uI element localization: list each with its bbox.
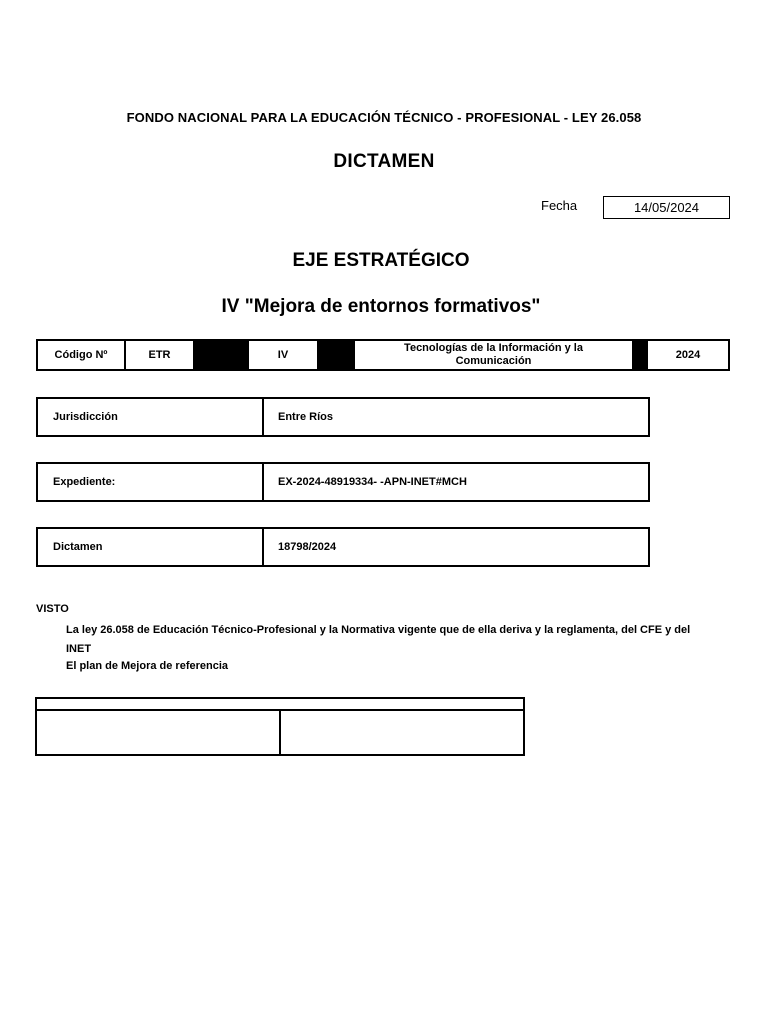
codigo-row	[36, 339, 730, 371]
visto-paragraph: La ley 26.058 de Educación Técnico-Profesional y la Normativa vigente que de ella deriva y la reglamenta, del CFE y del INET	[66, 624, 691, 655]
visto-label: VISTO	[36, 603, 69, 615]
jurisdiccion-box	[36, 397, 650, 437]
fecha-value: 14/05/2024	[603, 196, 730, 219]
expediente-label: Expediente:	[38, 464, 264, 500]
blank-table	[35, 697, 525, 756]
blank-table-cell-left	[37, 711, 281, 756]
eje-subtitle: IV "Mejora de entornos formativos"	[221, 296, 541, 317]
institution-header: FONDO NACIONAL PARA LA EDUCACIÓN TÉCNICO - PROFESIONAL - LEY 26.058	[126, 110, 642, 125]
codigo-eje: IV	[249, 341, 319, 369]
codigo-label: Código Nº	[38, 341, 126, 369]
codigo-area: Tecnologías de la Información y la Comunicación	[355, 341, 634, 369]
blank-table-cell-right	[281, 711, 523, 756]
dictamen-label: Dictamen	[38, 529, 264, 565]
jurisdiccion-label: Jurisdicción	[38, 399, 264, 435]
eje-title: EJE ESTRATÉGICO	[292, 250, 470, 271]
jurisdiccion-value: Entre Ríos	[278, 411, 334, 423]
codigo-code: ETR	[126, 341, 195, 369]
blank-table-header	[37, 699, 523, 711]
dictamen-box	[36, 527, 650, 567]
fecha-label: Fecha	[541, 198, 578, 213]
expediente-value: EX-2024-48919334- -APN-INET#MCH	[278, 476, 467, 488]
document-title: DICTAMEN	[333, 151, 435, 172]
codigo-redacted-1	[195, 341, 249, 369]
visto-plan: El plan de Mejora de referencia	[66, 660, 229, 672]
codigo-year: 2024	[675, 348, 701, 361]
expediente-box	[36, 462, 650, 502]
codigo-redacted-3	[634, 341, 648, 369]
codigo-redacted-2	[319, 341, 355, 369]
dictamen-value: 18798/2024	[278, 541, 337, 553]
